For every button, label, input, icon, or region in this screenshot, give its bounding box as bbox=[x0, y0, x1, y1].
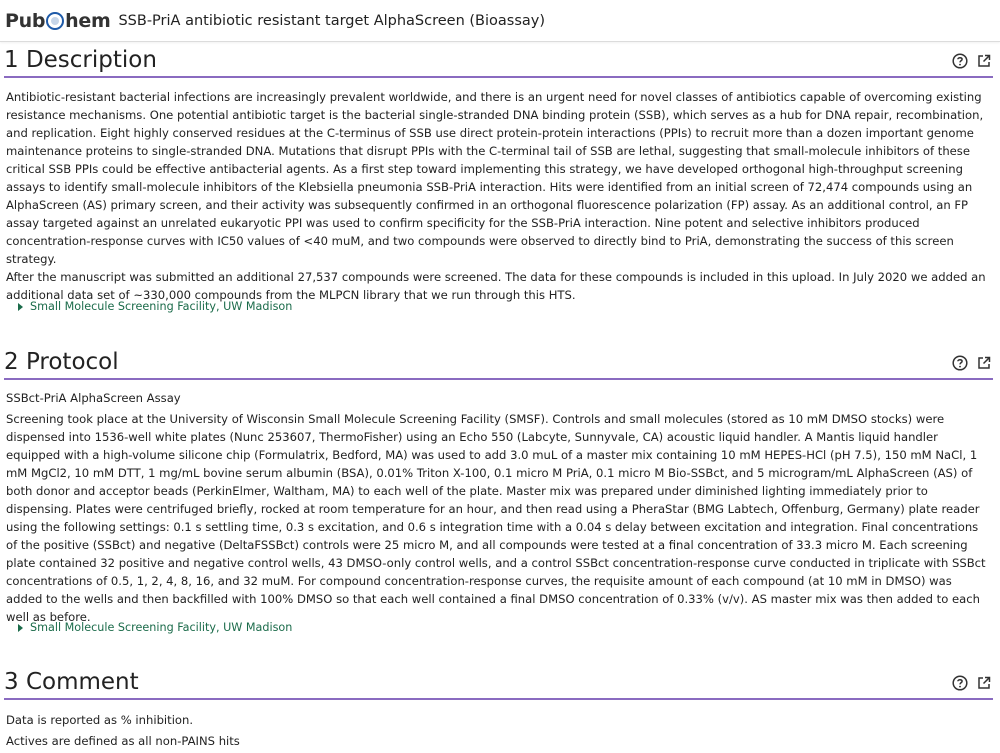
protocol-body bbox=[6, 410, 991, 626]
page-title: SSB-PriA antibiotic resistant target AlphaScreen (Bioassay) bbox=[118, 12, 546, 29]
help-circle-icon[interactable] bbox=[951, 354, 969, 372]
section-title: 3 Comment bbox=[4, 669, 139, 695]
section-title: 1 Description bbox=[4, 47, 157, 73]
help-circle-icon[interactable] bbox=[951, 52, 969, 70]
comment-line: Data is reported as % inhibition. bbox=[6, 713, 194, 727]
description-paragraph: After the manuscript was submitted an additional 27,537 compounds were screened. The data for these compounds is included in this upload. In July 2020 we added an additional data set of ~330,000 compounds from the MLPCN library that we run through this HTS. bbox=[6, 270, 986, 302]
top-bar bbox=[0, 0, 1000, 42]
source-link-label: Small Molecule Screening Facility, UW Madison bbox=[30, 621, 293, 634]
protocol-paragraph: Screening took place at the University of Wisconsin Small Molecule Screening Facility (SMSF). Controls and small molecules (stored as 10 mM DMSO stocks) were dispensed into 1536-well white plates (Nunc 253607, ThermoFisher) using an Echo 550 (Labcyte, Sunnyvale, CA) acoustic liquid handler. A Mantis liquid handler equipped with a high-volume silicone chip (Formulatrix, Bedford, MA) was used to add 3.0 muL of a master mix containing 10 mM HEPES-HCl (pH 7.5), 150 mM NaCl, 1 mM MgCl2, 10 mM DTT, 1 mg/mL bovine serum albumin (BSA), 0.01% Triton X-100, 0.1 micro M PriA, 0.1 micro M Bio-SSBct, and 5 microgram/mL AlphaScreen (AS) of both donor and acceptor beads (PerkinElmer, Waltham, MA) to each well of the plate. Master mix was prepared under diminished lighting immediately prior to dispensing. Plates were centrifuged briefly, rocked at room temperature for an hour, and then read using a PheraStar (BMG Labtech, Offenburg, Germany) plate reader using the following settings: 0.1 s settling time, 0.3 s excitation, and 0.6 s integration time with a 0.04 s delay between excitation and integration. Final concentrations of the positive (SSBct) and negative (DeltaFSSBct) controls were 25 micro M, and all compounds were tested at a final concentration of 33.3 micro M. Each screening plate contained 32 positive and negative control wells, 43 DMSO-only control wells, and a control SSBct concentration-response curve conducted in triplicate with SSBct concentrations of 0.5, 1, 2, 4, 8, 16, and 32 muM. For compound concentration-response curves, the requisite amount of each compound (at 10 mM in DMSO) was added to the wells and then backfilled with 100% DMSO so that each well contained a final DMSO concentration of 0.33% (v/v). AS master mix was then added to each well as before. bbox=[6, 412, 986, 624]
section-title: 2 Protocol bbox=[4, 349, 119, 375]
section-comment-header bbox=[4, 668, 993, 700]
description-body bbox=[6, 88, 991, 304]
section-protocol-header bbox=[4, 348, 993, 380]
pubchem-logo[interactable] bbox=[5, 10, 110, 32]
external-link-icon[interactable] bbox=[975, 354, 993, 372]
source-link-label: Small Molecule Screening Facility, UW Madison bbox=[30, 300, 293, 313]
description-paragraph: Antibiotic-resistant bacterial infections are increasingly prevalent worldwide, and there is an urgent need for novel classes of antibiotics capable of overcoming existing resistance mechanisms. One potential antibiotic target is the bacterial single-stranded DNA binding protein (SSB), which serves as a hub for DNA repair, recombination, and replication. Eight highly conserved residues at the C-terminus of SSB use direct protein-protein interactions (PPIs) to recruit more than a dozen important genome maintenance proteins to single-stranded DNA. Mutations that disrupt PPIs with the C-terminal tail of SSB are lethal, suggesting that small-molecule inhibitors of these critical SSB PPIs could be effective antibacterial agents. As a first step toward implementing this strategy, we have developed orthogonal high-throughput screening assays to identify small-molecule inhibitors of the Klebsiella pneumonia SSB-PriA interaction. Hits were identified from an initial screen of 72,474 compounds using an AlphaScreen (AS) primary screen, and their activity was subsequently confirmed in an orthogonal fluorescence polarization (FP) assay. As an additional control, an FP assay targeted against an unrelated eukaryotic PPI was used to confirm specificity for the SSB-PriA interaction. Nine potent and selective inhibitors produced concentration-response curves with IC50 values of <40 muM, and two compounds were observed to directly bind to PriA, demonstrating the success of this screen strategy. bbox=[6, 90, 984, 266]
caret-right-icon bbox=[18, 624, 23, 632]
logo-c-icon bbox=[46, 12, 64, 30]
external-link-icon[interactable] bbox=[975, 52, 993, 70]
comment-body bbox=[6, 711, 991, 750]
external-link-icon[interactable] bbox=[975, 674, 993, 692]
logo-text-right: hem bbox=[65, 9, 111, 32]
section-description-header bbox=[4, 46, 993, 78]
logo-text-left: Pub bbox=[5, 9, 46, 32]
source-link[interactable] bbox=[18, 300, 292, 313]
comment-line: Actives are defined as all non-PAINS hits bbox=[6, 734, 240, 748]
source-link[interactable] bbox=[18, 621, 292, 634]
protocol-subtitle: SSBct-PriA AlphaScreen Assay bbox=[6, 391, 181, 405]
help-circle-icon[interactable] bbox=[951, 674, 969, 692]
caret-right-icon bbox=[18, 303, 23, 311]
